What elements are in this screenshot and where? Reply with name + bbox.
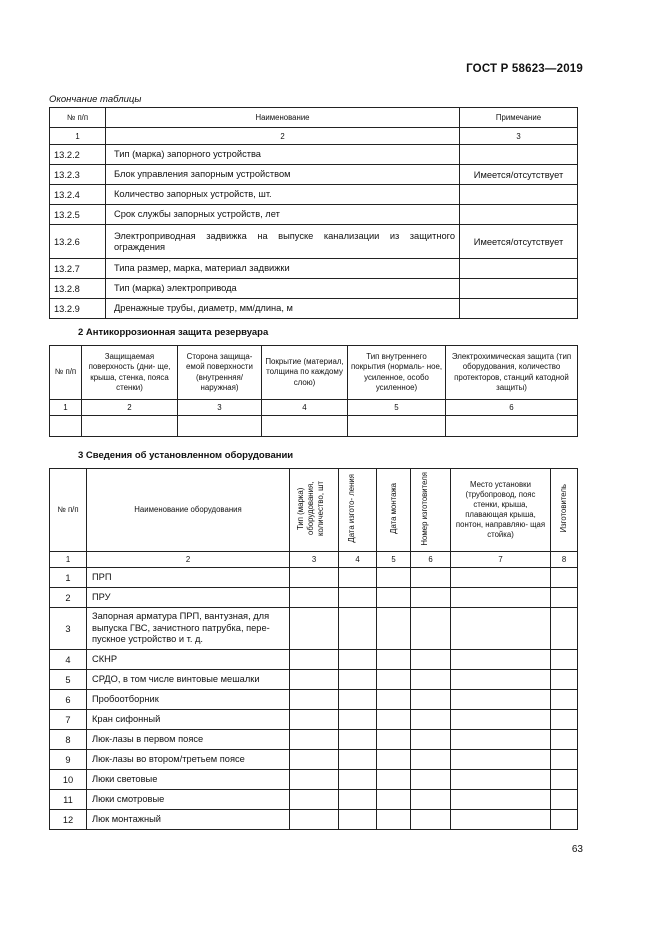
empty-cell: [451, 588, 551, 608]
col-header: Тип внутреннего покрытия (нормаль- ное, усиленное, особо усиленное): [348, 346, 446, 400]
row-equipment-name: Люки световые: [87, 770, 290, 790]
row-equipment-name: Люк-лазы во втором/третьем поясе: [87, 750, 290, 770]
empty-cell: [339, 568, 377, 588]
row-number: 5: [50, 670, 87, 690]
empty-cell: [451, 608, 551, 650]
empty-cell: [377, 710, 411, 730]
empty-cell: [262, 416, 348, 437]
table-row: [50, 810, 578, 830]
table-3-number-row: [50, 552, 578, 568]
row-note: [460, 299, 578, 319]
table-2-number-row: [50, 400, 578, 416]
table-row: [50, 416, 578, 437]
empty-cell: [411, 710, 451, 730]
col-header: Наименование: [106, 108, 460, 128]
row-note: [460, 205, 578, 225]
table-row: [50, 588, 578, 608]
empty-cell: [377, 770, 411, 790]
empty-cell: [377, 750, 411, 770]
empty-cell: [411, 608, 451, 650]
row-number: 11: [50, 790, 87, 810]
col-header-text: Дата монтажа: [388, 483, 398, 534]
row-note: [460, 259, 578, 279]
row-equipment-name: СРДО, в том числе винтовые мешалки: [87, 670, 290, 690]
table-row: [50, 568, 578, 588]
row-number: 4: [50, 650, 87, 670]
row-name: Электроприводная задвижка на выпуске канализации из защитного ограждения: [106, 225, 460, 259]
table-3: [49, 468, 578, 830]
empty-cell: [339, 790, 377, 810]
row-name: Тип (марка) электропривода: [106, 279, 460, 299]
table-3-header-row: [50, 469, 578, 552]
col-number: 8: [551, 552, 578, 568]
col-header-text: Дата изгото- ления: [346, 474, 356, 543]
row-name: Срок службы запорных устройств, лет: [106, 205, 460, 225]
col-number: 7: [451, 552, 551, 568]
empty-cell: [377, 608, 411, 650]
col-header: [411, 469, 451, 552]
empty-cell: [451, 750, 551, 770]
col-header: № п/п: [50, 108, 106, 128]
row-equipment-name: Пробоотборник: [87, 690, 290, 710]
col-header: Покрытие (материал, толщина по каждому слою): [262, 346, 348, 400]
col-number: 5: [348, 400, 446, 416]
empty-cell: [339, 710, 377, 730]
col-number: 1: [50, 552, 87, 568]
empty-cell: [290, 710, 339, 730]
row-note: [460, 185, 578, 205]
empty-cell: [451, 670, 551, 690]
row-number: 8: [50, 730, 87, 750]
row-equipment-name: Люк-лазы в первом поясе: [87, 730, 290, 750]
empty-cell: [50, 416, 82, 437]
empty-cell: [411, 730, 451, 750]
empty-cell: [290, 650, 339, 670]
table-row: [50, 185, 578, 205]
empty-cell: [411, 650, 451, 670]
section-3-title: 3 Сведения об установленном оборудовании: [78, 450, 294, 461]
col-number: 3: [290, 552, 339, 568]
empty-cell: [377, 588, 411, 608]
col-header: [339, 469, 377, 552]
empty-cell: [339, 608, 377, 650]
empty-cell: [451, 710, 551, 730]
row-name: Блок управления запорным устройством: [106, 165, 460, 185]
empty-cell: [551, 568, 578, 588]
empty-cell: [377, 790, 411, 810]
empty-cell: [411, 568, 451, 588]
empty-cell: [411, 690, 451, 710]
col-header: № п/п: [50, 346, 82, 400]
row-code: 13.2.4: [50, 185, 106, 205]
empty-cell: [551, 670, 578, 690]
empty-cell: [451, 730, 551, 750]
row-code: 13.2.7: [50, 259, 106, 279]
empty-cell: [411, 790, 451, 810]
table-row: [50, 690, 578, 710]
row-number: 12: [50, 810, 87, 830]
row-equipment-name: Люки смотровые: [87, 790, 290, 810]
col-number: 6: [411, 552, 451, 568]
col-header: Примечание: [460, 108, 578, 128]
row-equipment-name: СКНР: [87, 650, 290, 670]
empty-cell: [411, 588, 451, 608]
table-row: [50, 259, 578, 279]
row-name: Дренажные трубы, диаметр, мм/длина, м: [106, 299, 460, 319]
col-number: 3: [460, 128, 578, 145]
empty-cell: [290, 810, 339, 830]
row-code: 13.2.5: [50, 205, 106, 225]
col-header: [290, 469, 339, 552]
empty-cell: [377, 650, 411, 670]
empty-cell: [377, 810, 411, 830]
table-row: [50, 145, 578, 165]
col-header: Наименование оборудования: [87, 469, 290, 552]
empty-cell: [411, 810, 451, 830]
table-2: [49, 345, 578, 437]
section-2-title: 2 Антикоррозионная защита резервуара: [78, 327, 269, 338]
empty-cell: [551, 770, 578, 790]
table-2-header-row: [50, 346, 578, 400]
empty-cell: [339, 650, 377, 670]
table-row: [50, 225, 578, 259]
empty-cell: [451, 690, 551, 710]
empty-cell: [290, 770, 339, 790]
empty-cell: [551, 608, 578, 650]
row-code: 13.2.6: [50, 225, 106, 259]
empty-cell: [377, 690, 411, 710]
table-1-number-row: [50, 128, 578, 145]
row-name: Тип (марка) запорного устройства: [106, 145, 460, 165]
row-equipment-name: ПРУ: [87, 588, 290, 608]
table-row: [50, 750, 578, 770]
col-header: № п/п: [50, 469, 87, 552]
empty-cell: [411, 770, 451, 790]
row-note: Имеется/отсутствует: [460, 165, 578, 185]
row-equipment-name: Запорная арматура ПРП, вантузная, для выпуска ГВС, зачистного патрубка, пере- пускное устройство и т. д.: [87, 608, 290, 650]
row-number: 1: [50, 568, 87, 588]
row-note: Имеется/отсутствует: [460, 225, 578, 259]
table-row: [50, 770, 578, 790]
standard-designation: ГОСТ Р 58623—2019: [466, 63, 583, 75]
row-note: [460, 279, 578, 299]
row-equipment-name: Кран сифонный: [87, 710, 290, 730]
empty-cell: [339, 690, 377, 710]
empty-cell: [451, 568, 551, 588]
col-number: 5: [377, 552, 411, 568]
empty-cell: [411, 750, 451, 770]
table-row: [50, 279, 578, 299]
empty-cell: [411, 670, 451, 690]
row-code: 13.2.8: [50, 279, 106, 299]
table-row: [50, 165, 578, 185]
row-equipment-name: ПРП: [87, 568, 290, 588]
row-number: 3: [50, 608, 87, 650]
table-row: [50, 205, 578, 225]
page-number: 63: [571, 844, 583, 855]
empty-cell: [339, 670, 377, 690]
empty-cell: [451, 810, 551, 830]
empty-cell: [339, 588, 377, 608]
col-header-text: Изготовитель: [559, 484, 568, 533]
row-code: 13.2.9: [50, 299, 106, 319]
table-row: [50, 790, 578, 810]
col-header: [377, 469, 411, 552]
col-header-text: Тип (марка) оборудования, количество, шт: [296, 481, 325, 536]
empty-cell: [82, 416, 178, 437]
col-number: 1: [50, 128, 106, 145]
empty-cell: [451, 770, 551, 790]
empty-cell: [551, 710, 578, 730]
empty-cell: [377, 568, 411, 588]
empty-cell: [290, 730, 339, 750]
empty-cell: [290, 568, 339, 588]
empty-cell: [290, 608, 339, 650]
table-1-header-row: [50, 108, 578, 128]
col-number: 4: [339, 552, 377, 568]
col-header: Сторона защища- емой поверхности (внутренняя/ наружная): [178, 346, 262, 400]
empty-cell: [451, 650, 551, 670]
table-row: [50, 608, 578, 650]
col-number: 2: [87, 552, 290, 568]
col-header: Защищаемая поверхность (дни- ще, крыша, стенка, пояса стенки): [82, 346, 178, 400]
row-number: 2: [50, 588, 87, 608]
table-row: [50, 299, 578, 319]
empty-cell: [290, 750, 339, 770]
empty-cell: [290, 588, 339, 608]
col-header: [551, 469, 578, 552]
empty-cell: [551, 730, 578, 750]
row-number: 6: [50, 690, 87, 710]
empty-cell: [290, 790, 339, 810]
table-row: [50, 730, 578, 750]
empty-cell: [377, 730, 411, 750]
row-number: 9: [50, 750, 87, 770]
empty-cell: [290, 690, 339, 710]
col-number: 4: [262, 400, 348, 416]
row-name: Типа размер, марка, материал задвижки: [106, 259, 460, 279]
col-number: 2: [82, 400, 178, 416]
empty-cell: [377, 670, 411, 690]
table-caption: Окончание таблицы: [49, 94, 142, 105]
table-1: [49, 107, 578, 319]
col-number: 6: [446, 400, 578, 416]
col-number: 1: [50, 400, 82, 416]
table-3-body: [50, 568, 578, 830]
row-name: Количество запорных устройств, шт.: [106, 185, 460, 205]
row-number: 10: [50, 770, 87, 790]
col-header: Электрохимическая защита (тип оборудования, количество протекторов, станций катодной защиты): [446, 346, 578, 400]
empty-cell: [446, 416, 578, 437]
empty-cell: [551, 790, 578, 810]
empty-cell: [551, 750, 578, 770]
empty-cell: [551, 690, 578, 710]
row-number: 7: [50, 710, 87, 730]
row-code: 13.2.3: [50, 165, 106, 185]
empty-cell: [290, 670, 339, 690]
col-header-text: Номер изготовителя: [419, 471, 429, 546]
empty-cell: [178, 416, 262, 437]
row-equipment-name: Люк монтажный: [87, 810, 290, 830]
table-row: [50, 670, 578, 690]
table-row: [50, 650, 578, 670]
empty-cell: [551, 650, 578, 670]
empty-cell: [551, 810, 578, 830]
empty-cell: [339, 810, 377, 830]
row-code: 13.2.2: [50, 145, 106, 165]
table-row: [50, 710, 578, 730]
empty-cell: [348, 416, 446, 437]
empty-cell: [339, 770, 377, 790]
col-number: 3: [178, 400, 262, 416]
col-header: Место установки (трубопровод, пояс стенки, крыша, плавающая крыша, понтон, направляю- щая стойка): [451, 469, 551, 552]
empty-cell: [339, 730, 377, 750]
row-note: [460, 145, 578, 165]
empty-cell: [551, 588, 578, 608]
empty-cell: [339, 750, 377, 770]
col-number: 2: [106, 128, 460, 145]
empty-cell: [451, 790, 551, 810]
